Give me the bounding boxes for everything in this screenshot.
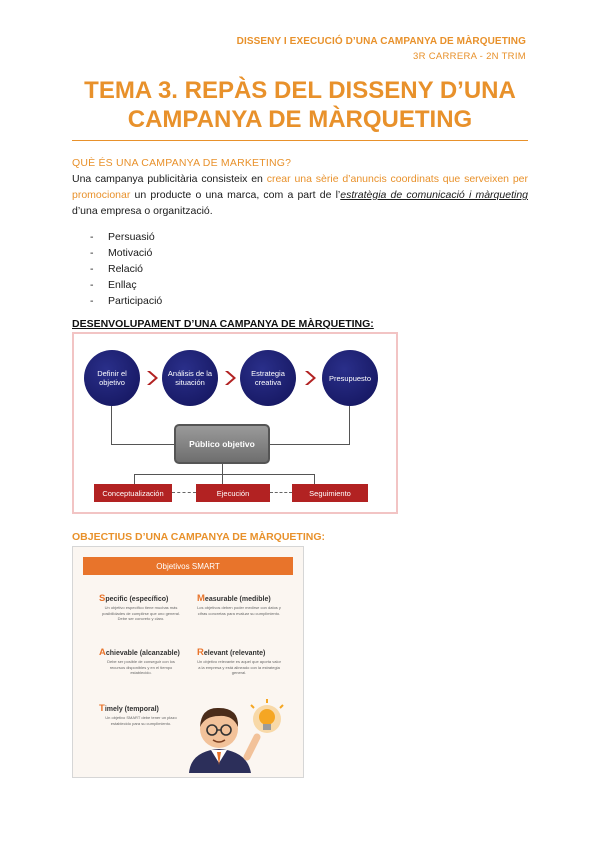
smart-text: Un objetivo relevante es aquel que aporta valor a la empresa y está alineado con la estrategia general.: [197, 659, 281, 675]
list-item: - Enllaç: [90, 277, 162, 293]
section3-heading: OBJECTIUS D’UNA CAMPANYA DE MÀRQUETING:: [72, 531, 325, 543]
smart-title-band: Objetivos SMART: [83, 557, 293, 575]
title-divider: [72, 140, 528, 141]
course-header: DISSENY I EXECUCIÓ D’UNA CAMPANYA DE MÀRQUETING: [236, 36, 526, 47]
connector-line: [349, 406, 350, 444]
definition-paragraph: [72, 171, 528, 219]
para-highlight: crear una sèrie d’anuncis coordinats que serveixen per promocionar: [72, 173, 528, 201]
step-circle: Análisis de la situación: [162, 350, 218, 406]
connector-line: [222, 474, 223, 484]
title-line-1: TEMA 3. REPÀS DEL DISSENY D’UNA: [84, 77, 516, 104]
smart-heading-relevant: Relevant (relevante): [197, 647, 266, 658]
phase-pill: Ejecución: [196, 484, 270, 502]
smart-text: Debe ser posible de conseguir con los recursos disponibles y en el tiempo establecido.: [107, 659, 175, 675]
step-circle: Estrategia creativa: [240, 350, 296, 406]
target-audience-box: Público objetivo: [174, 424, 270, 464]
phase-pill: Conceptualización: [94, 484, 172, 502]
phase-pill: Seguimiento: [292, 484, 368, 502]
chevron-right-icon: [146, 370, 158, 386]
list-item: - Persuasió: [90, 229, 162, 245]
page-title: [72, 76, 528, 134]
chevron-right-icon: [224, 370, 236, 386]
connector-line: [134, 474, 135, 484]
chevron-right-icon: [304, 370, 316, 386]
connector-line: [111, 444, 174, 445]
step-circle: Presupuesto: [322, 350, 378, 406]
para-emphasis: estratègia de comunicació i màrqueting: [340, 189, 528, 201]
title-line-2: CAMPANYA DE MÀRQUETING: [127, 106, 473, 133]
connector-line: [222, 464, 223, 474]
character-lightbulb-illustration: [181, 697, 297, 773]
section2-heading: DESENVOLUPAMENT D’UNA CAMPANYA DE MÀRQUETING:: [72, 318, 374, 330]
bullet-list: [90, 229, 162, 309]
campaign-process-diagram: [72, 332, 398, 514]
smart-objectives-infographic: [72, 546, 304, 778]
para-part-e: d’una empresa o organització.: [72, 205, 213, 217]
smart-heading-achievable: Achievable (alcanzable): [99, 647, 180, 658]
smart-heading-measurable: Measurable (medible): [197, 593, 271, 604]
smart-heading-specific: Specific (específico): [99, 593, 169, 604]
smart-text: Un objetivo SMART debe tener un plazo establecido para su cumplimiento.: [105, 715, 177, 726]
list-item: - Relació: [90, 261, 162, 277]
term-header: 3R CARRERA - 2N TRIM: [413, 51, 526, 62]
smart-text: Un objetivo específico tiene muchas más posibilidades de cumplirse que uno general. Debe ser concreto y claro.: [101, 605, 181, 621]
dashed-connector: [270, 492, 292, 493]
dashed-connector: [172, 492, 196, 493]
connector-line: [111, 406, 112, 444]
para-part-c: un producte o una marca, com a part de l’: [130, 189, 341, 201]
smart-heading-timely: Timely (temporal): [99, 703, 159, 714]
lightbulb-icon: [251, 699, 283, 733]
character-figure: [189, 708, 257, 773]
smart-text: Los objetivos deben poder medirse con datos y cifras concretas para evaluar su cumplimiento.: [197, 605, 281, 616]
connector-line: [134, 474, 314, 475]
connector-line: [314, 474, 315, 484]
list-item: - Participació: [90, 293, 162, 309]
connector-line: [270, 444, 350, 445]
para-part-a: Una campanya publicitària consisteix en: [72, 173, 267, 185]
step-circle: Definir el objetivo: [84, 350, 140, 406]
list-item: - Motivació: [90, 245, 162, 261]
section1-heading: QUÈ ÉS UNA CAMPANYA DE MARKETING?: [72, 157, 292, 169]
